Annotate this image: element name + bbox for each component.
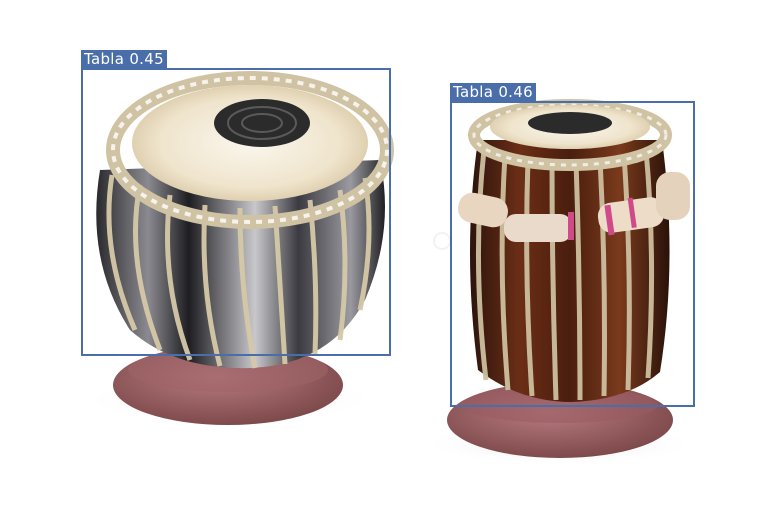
detection-label-tabla-2: Tabla 0.46 — [450, 83, 536, 101]
watermark — [434, 233, 450, 249]
detection-box-tabla-2 — [450, 101, 695, 407]
detection-label-tabla-1: Tabla 0.45 — [81, 50, 167, 68]
detection-box-tabla-1 — [81, 68, 391, 356]
